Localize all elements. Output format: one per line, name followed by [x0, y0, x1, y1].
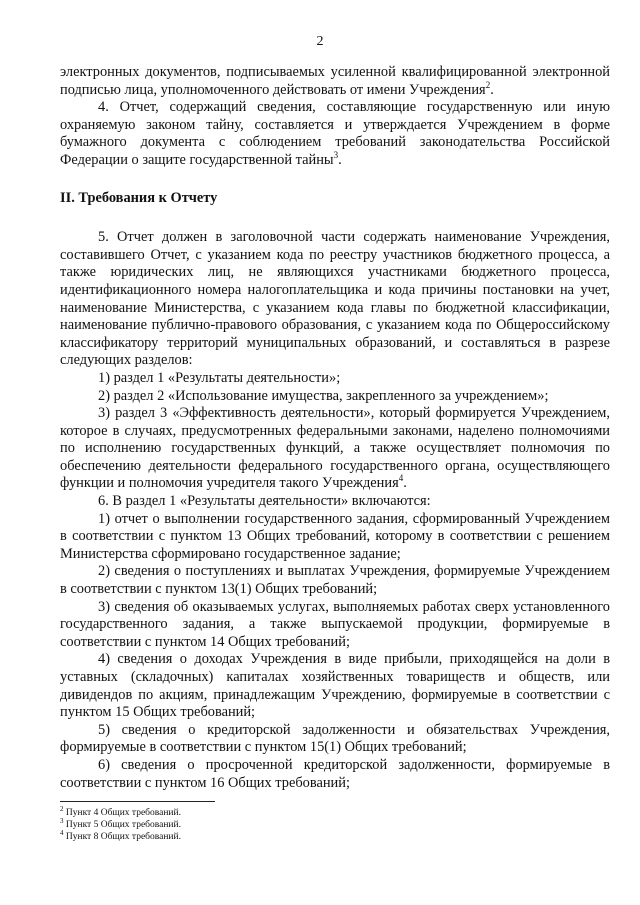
footnote-ref[interactable]: 2	[485, 79, 491, 90]
paragraph	[60, 599, 610, 652]
paragraph	[60, 757, 610, 792]
paragraph	[60, 99, 610, 169]
footnote	[60, 816, 360, 831]
footnote-separator	[60, 801, 215, 802]
paragraph-text: 4) сведения о доходах Учреждения в виде прибыли, приходящейся на доли в уставных (складочных) капиталах хозяйственных товариществ и обществ, или дивидендов по акциям, принадлежащим Учреждению, формируемые в соответствии с пунктом 15 Общих требований;	[60, 651, 610, 721]
paragraph	[60, 64, 610, 99]
paragraph-text: 1) раздел 1 «Результаты деятельности»;	[98, 369, 341, 386]
paragraph-text: 2) сведения о поступлениях и выплатах Учреждения, формируемые Учреждением в соответствии с пунктом 13(1) Общих требований;	[60, 563, 610, 598]
footnote	[60, 828, 360, 843]
paragraph-text: II. Требования к Отчету	[60, 189, 218, 206]
footnote-number: 2	[60, 804, 64, 813]
paragraph-text: 5. Отчет должен в заголовочной части содержать наименование Учреждения, составившего Отчет, с указанием кода по реестру участников бюджетного процесса, а также юридических лиц, не являющихся участниками бюджетного процесса, идентификационного номера налогоплательщика и кода причины постановки на учет, наименование Министерства, с указанием кода главы по бюджетной классификации, наименование публично-правового образования, с указанием кода по Общероссийскому классификатору территорий муниципальных образований, и составляться в разрезе следующих разделов:	[60, 229, 610, 369]
paragraph	[60, 493, 610, 511]
section-heading	[60, 190, 610, 208]
paragraph	[60, 563, 610, 598]
paragraph-text: 2) раздел 2 «Использование имущества, закрепленного за учреждением»;	[98, 387, 549, 404]
paragraph-text: электронных документов, подписываемых усиленной квалифицированной электронной подписью лица, уполномоченного действовать от имени Учреждения	[60, 64, 610, 98]
footnote-ref[interactable]: 3	[333, 150, 339, 161]
paragraph	[60, 722, 610, 757]
paragraph	[60, 388, 610, 406]
paragraph-text: 6) сведения о просроченной кредиторской задолженности, формируемые в соответствии с пунктом 16 Общих требований;	[60, 756, 610, 791]
paragraph	[60, 405, 610, 493]
footnote-text: Пункт 4 Общих требований.	[63, 808, 181, 818]
footnote-text: Пункт 5 Общих требований.	[63, 820, 181, 830]
paragraph-tail: .	[490, 81, 494, 98]
paragraph-text: 4. Отчет, содержащий сведения, составляющие государственную или иную охраняемую законом тайну, составляется и утверждается Учреждением в форме бумажного документа с соблюдением требований законодательства Российской Федерации о защите государственной тайны	[60, 99, 610, 168]
page-number: 2	[316, 34, 324, 49]
footnote-number: 4	[60, 828, 64, 837]
paragraph	[60, 229, 610, 370]
paragraph	[60, 370, 610, 388]
footnote	[60, 804, 360, 819]
paragraph	[60, 651, 610, 721]
paragraph-text: 3) сведения об оказываемых услугах, выполняемых работах сверх установленного государственного задания, а также выпускаемой продукции, формируемые в соответствии с пунктом 14 Общих требований;	[60, 598, 610, 650]
paragraph	[60, 511, 610, 564]
paragraph-text: 5) сведения о кредиторской задолженности и обязательствах Учреждения, формируемые в соответствии с пунктом 15(1) Общих требований;	[60, 721, 610, 756]
paragraph-text: 6. В раздел 1 «Результаты деятельности» включаются:	[98, 493, 431, 510]
paragraph-tail: .	[403, 475, 407, 492]
footnote-ref[interactable]: 4	[398, 473, 404, 484]
paragraph-text: 3) раздел 3 «Эффективность деятельности», который формируется Учреждением, которое в случаях, предусмотренных федеральными законами, наделено полномочиями по исполнению государственных функций, а также осуществляет полномочия по обеспечению деятельности федерального государственного органа, осуществляющего функции и полномочия учредителя такого Учреждения	[60, 405, 610, 492]
footnotes	[60, 804, 360, 843]
document-body	[60, 64, 610, 792]
paragraph-text: 1) отчет о выполнении государственного задания, сформированный Учреждением в соответствии с пунктом 13 Общих требований, которому в соответствии с решением Министерства сформировано государственное задание;	[60, 510, 610, 562]
footnote-number: 3	[60, 816, 64, 825]
paragraph-tail: .	[338, 151, 342, 168]
footnote-text: Пункт 8 Общих требований.	[63, 832, 181, 842]
